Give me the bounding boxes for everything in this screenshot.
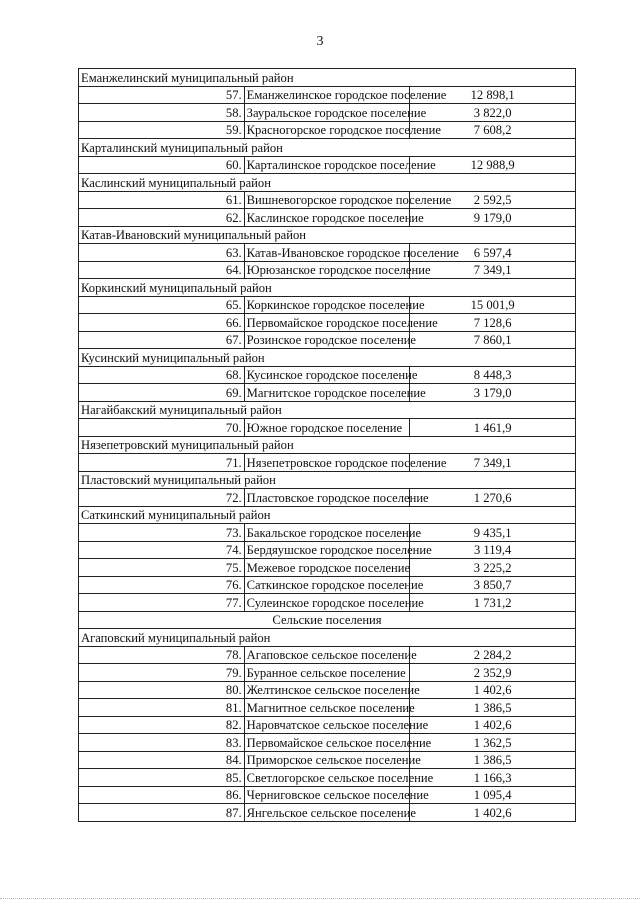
row-number: 82. — [79, 716, 245, 734]
settlement-name: Нязепетровское городское поселение — [244, 454, 410, 472]
amount-value: 8 448,3 — [410, 366, 576, 384]
settlement-name: Желтинское сельское поселение — [244, 681, 410, 699]
row-number: 87. — [79, 804, 245, 822]
settlement-name: Южное городское поселение — [244, 419, 410, 437]
district-header-row — [79, 629, 576, 647]
row-number: 61. — [79, 191, 245, 209]
amount-value: 2 592,5 — [410, 191, 576, 209]
row-number: 71. — [79, 454, 245, 472]
amount-value: 1 362,5 — [410, 734, 576, 752]
settlement-name: Агаповское сельское поселение — [244, 646, 410, 664]
district-name: Коркинский муниципальный район — [79, 279, 576, 297]
settlement-name: Сулеинское городское поселение — [244, 594, 410, 612]
district-header-row — [79, 226, 576, 244]
amount-value: 9 435,1 — [410, 524, 576, 542]
row-number: 77. — [79, 594, 245, 612]
settlement-name: Зауральское городское поселение — [244, 104, 410, 122]
table-row — [79, 786, 576, 804]
table-row — [79, 734, 576, 752]
table-row — [79, 559, 576, 577]
district-header-row — [79, 506, 576, 524]
table-row — [79, 594, 576, 612]
row-number: 60. — [79, 156, 245, 174]
row-number: 75. — [79, 559, 245, 577]
row-number: 64. — [79, 261, 245, 279]
amount-value: 15 001,9 — [410, 296, 576, 314]
district-header-row — [79, 69, 576, 87]
settlement-name: Коркинское городское поселение — [244, 296, 410, 314]
table-row — [79, 576, 576, 594]
amount-value: 9 179,0 — [410, 209, 576, 227]
district-header-row — [79, 471, 576, 489]
table-row — [79, 769, 576, 787]
table-row — [79, 296, 576, 314]
settlement-name: Черниговское сельское поселение — [244, 786, 410, 804]
district-name: Пластовский муниципальный район — [79, 471, 576, 489]
table-row — [79, 104, 576, 122]
settlement-name: Первомайское городское поселение — [244, 314, 410, 332]
district-name: Каслинский муниципальный район — [79, 174, 576, 192]
amount-value: 7 128,6 — [410, 314, 576, 332]
amount-value: 1 402,6 — [410, 681, 576, 699]
settlement-name: Вишневогорское городское поселение — [244, 191, 410, 209]
amount-value: 1 386,5 — [410, 751, 576, 769]
table-row — [79, 751, 576, 769]
table-row — [79, 314, 576, 332]
table-row — [79, 384, 576, 402]
settlement-name: Буранное сельское поселение — [244, 664, 410, 682]
table-row — [79, 454, 576, 472]
amount-value: 1 402,6 — [410, 804, 576, 822]
settlement-name: Магнитское городское поселение — [244, 384, 410, 402]
settlement-name: Каслинское городское поселение — [244, 209, 410, 227]
settlement-name: Красногорское городское поселение — [244, 121, 410, 139]
row-number: 85. — [79, 769, 245, 787]
amount-value: 2 352,9 — [410, 664, 576, 682]
row-number: 58. — [79, 104, 245, 122]
district-header-row — [79, 401, 576, 419]
section-title: Сельские поселения — [79, 611, 576, 629]
table-row — [79, 331, 576, 349]
district-name: Кусинский муниципальный район — [79, 349, 576, 367]
table-row — [79, 209, 576, 227]
district-header-row — [79, 279, 576, 297]
table-row — [79, 366, 576, 384]
settlement-name: Саткинское городское поселение — [244, 576, 410, 594]
table-row — [79, 86, 576, 104]
table-row — [79, 489, 576, 507]
settlement-name: Еманжелинское городское поселение — [244, 86, 410, 104]
settlement-name: Карталинское городское поселение — [244, 156, 410, 174]
amount-value: 1 461,9 — [410, 419, 576, 437]
row-number: 67. — [79, 331, 245, 349]
settlement-name: Пластовское городское поселение — [244, 489, 410, 507]
row-number: 73. — [79, 524, 245, 542]
district-header-row — [79, 174, 576, 192]
page-bottom-divider — [0, 898, 640, 899]
amount-value: 7 608,2 — [410, 121, 576, 139]
district-name: Агаповский муниципальный район — [79, 629, 576, 647]
row-number: 65. — [79, 296, 245, 314]
table-row — [79, 541, 576, 559]
settlement-name: Приморское сельское поселение — [244, 751, 410, 769]
row-number: 59. — [79, 121, 245, 139]
row-number: 76. — [79, 576, 245, 594]
table-row — [79, 156, 576, 174]
district-name: Карталинский муниципальный район — [79, 139, 576, 157]
section-header-row — [79, 611, 576, 629]
table-row — [79, 191, 576, 209]
district-header-row — [79, 139, 576, 157]
row-number: 74. — [79, 541, 245, 559]
table-row — [79, 261, 576, 279]
row-number: 70. — [79, 419, 245, 437]
row-number: 84. — [79, 751, 245, 769]
district-name: Нязепетровский муниципальный район — [79, 436, 576, 454]
table-row — [79, 244, 576, 262]
amount-value: 7 349,1 — [410, 261, 576, 279]
row-number: 79. — [79, 664, 245, 682]
district-name: Нагайбакский муниципальный район — [79, 401, 576, 419]
amount-value: 1 166,3 — [410, 769, 576, 787]
table-row — [79, 646, 576, 664]
settlements-table — [78, 68, 576, 822]
district-name: Еманжелинский муниципальный район — [79, 69, 576, 87]
amount-value: 3 179,0 — [410, 384, 576, 402]
row-number: 78. — [79, 646, 245, 664]
amount-value: 3 225,2 — [410, 559, 576, 577]
settlement-name: Янгельское сельское поселение — [244, 804, 410, 822]
settlement-name: Катав-Ивановское городское поселение — [244, 244, 410, 262]
row-number: 68. — [79, 366, 245, 384]
page-number: 3 — [316, 34, 324, 49]
settlement-name: Первомайское сельское поселение — [244, 734, 410, 752]
row-number: 66. — [79, 314, 245, 332]
settlement-name: Бердяушское городское поселение — [244, 541, 410, 559]
row-number: 86. — [79, 786, 245, 804]
settlement-name: Розинское городское поселение — [244, 331, 410, 349]
table-row — [79, 121, 576, 139]
table-row — [79, 681, 576, 699]
district-header-row — [79, 436, 576, 454]
row-number: 83. — [79, 734, 245, 752]
table-row — [79, 699, 576, 717]
amount-value: 6 597,4 — [410, 244, 576, 262]
table-row — [79, 419, 576, 437]
table-row — [79, 664, 576, 682]
district-header-row — [79, 349, 576, 367]
row-number: 80. — [79, 681, 245, 699]
amount-value: 3 850,7 — [410, 576, 576, 594]
row-number: 81. — [79, 699, 245, 717]
settlement-name: Юрюзанское городское поселение — [244, 261, 410, 279]
table-row — [79, 524, 576, 542]
settlement-name: Бакальское городское поселение — [244, 524, 410, 542]
row-number: 57. — [79, 86, 245, 104]
amount-value: 12 898,1 — [410, 86, 576, 104]
settlement-name: Наровчатское сельское поселение — [244, 716, 410, 734]
amount-value: 1 095,4 — [410, 786, 576, 804]
district-name: Катав-Ивановский муниципальный район — [79, 226, 576, 244]
row-number: 72. — [79, 489, 245, 507]
amount-value: 7 349,1 — [410, 454, 576, 472]
amount-value: 7 860,1 — [410, 331, 576, 349]
amount-value: 3 119,4 — [410, 541, 576, 559]
table-body — [79, 69, 576, 822]
row-number: 69. — [79, 384, 245, 402]
amount-value: 1 731,2 — [410, 594, 576, 612]
district-name: Саткинский муниципальный район — [79, 506, 576, 524]
table-row — [79, 804, 576, 822]
amount-value: 3 822,0 — [410, 104, 576, 122]
settlement-name: Межевое городское поселение — [244, 559, 410, 577]
settlement-name: Магнитное сельское поселение — [244, 699, 410, 717]
table-row — [79, 716, 576, 734]
settlement-name: Кусинское городское поселение — [244, 366, 410, 384]
row-number: 63. — [79, 244, 245, 262]
settlement-name: Светлогорское сельское поселение — [244, 769, 410, 787]
amount-value: 2 284,2 — [410, 646, 576, 664]
amount-value: 1 386,5 — [410, 699, 576, 717]
amount-value: 12 988,9 — [410, 156, 576, 174]
amount-value: 1 270,6 — [410, 489, 576, 507]
row-number: 62. — [79, 209, 245, 227]
amount-value: 1 402,6 — [410, 716, 576, 734]
